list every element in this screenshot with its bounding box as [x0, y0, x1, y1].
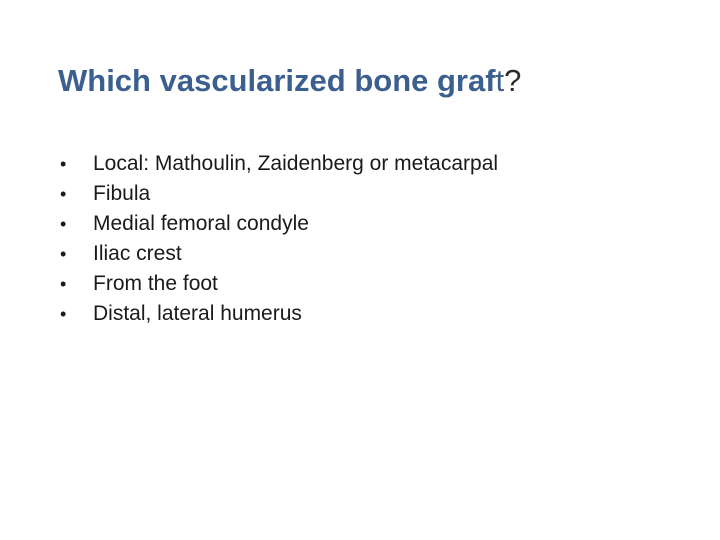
bullet-item	[60, 269, 498, 299]
bullet-icon: •	[60, 244, 67, 264]
bullet-item	[60, 179, 498, 209]
bullet-text: From the foot	[93, 272, 218, 295]
bullet-icon: •	[60, 184, 67, 204]
slide-title-bold-part: Which vascularized bone graf	[58, 63, 496, 98]
bullet-icon: •	[60, 274, 67, 294]
bullet-item	[60, 239, 498, 269]
bullet-text: Iliac crest	[93, 242, 182, 265]
bullet-text: Medial femoral condyle	[93, 212, 309, 235]
bullet-icon: •	[60, 154, 67, 174]
bullet-icon: •	[60, 214, 67, 234]
bullet-item	[60, 299, 498, 329]
slide-title-question-mark: ?	[504, 63, 522, 98]
bullet-item	[60, 149, 498, 179]
slide-title	[58, 62, 521, 100]
bullet-text: Distal, lateral humerus	[93, 302, 302, 325]
bullet-text: Local: Mathoulin, Zaidenberg or metacarpal	[93, 152, 499, 175]
bullet-list	[60, 149, 498, 329]
bullet-text: Fibula	[93, 182, 151, 205]
bullet-icon: •	[60, 304, 67, 324]
bullet-item	[60, 209, 498, 239]
slide-title-plain-part: t	[495, 63, 505, 98]
